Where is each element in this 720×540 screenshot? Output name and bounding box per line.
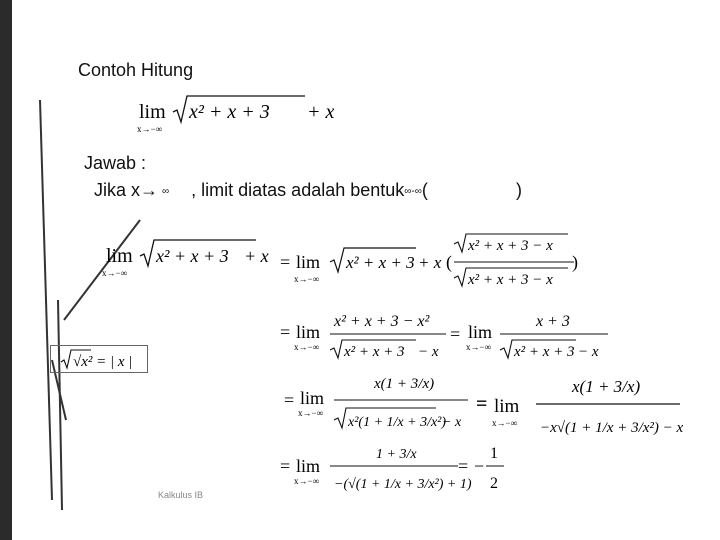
svg-text:x² + x + 3: x² + x + 3 <box>514 344 575 360</box>
svg-text:x² + x + 3 − x²: x² + x + 3 − x² <box>334 313 430 330</box>
condition-middle: , limit diatas adalah bentuk <box>191 180 405 200</box>
svg-text:x² + x + 3: x² + x + 3 <box>346 253 415 272</box>
svg-text:−: − <box>474 456 485 476</box>
svg-text:x→−∞: x→−∞ <box>102 268 127 278</box>
svg-text:x→−∞: x→−∞ <box>294 476 319 486</box>
step-4 <box>282 370 692 446</box>
sqrt-identity: √x² = | x | <box>73 354 133 370</box>
open-paren: ( <box>421 180 428 200</box>
arrow-icon: → <box>140 180 159 200</box>
footer-text: Kalkulus IB <box>158 490 204 500</box>
svg-text:− x: − x <box>442 415 462 430</box>
svg-text:lim: lim <box>296 322 321 342</box>
svg-text:x(1 + 3/x): x(1 + 3/x) <box>572 377 641 396</box>
svg-text:): ) <box>572 252 578 272</box>
svg-text:x² + x + 3 − x: x² + x + 3 − x <box>468 272 553 288</box>
svg-text:x² + x + 3: x² + x + 3 <box>344 344 405 360</box>
svg-text:x²(1 + 1/x + 3/x²): x²(1 + 1/x + 3/x²) <box>348 415 447 430</box>
svg-text:− x: − x <box>578 344 599 360</box>
svg-text:x + 3: x + 3 <box>536 313 570 330</box>
infinity-symbol: ∞ <box>162 185 170 197</box>
svg-text:lim: lim <box>300 388 325 408</box>
svg-text:−(√(1 + 1/x + 3/x²) + 1): −(√(1 + 1/x + 3/x²) + 1) <box>334 477 472 492</box>
svg-text:=: = <box>280 456 291 476</box>
svg-text:lim: lim <box>106 245 133 267</box>
svg-text:=: = <box>280 252 291 272</box>
step-2 <box>278 304 618 364</box>
svg-text:=: = <box>458 456 469 476</box>
slide-title: Contoh Hitung <box>78 60 194 80</box>
step-5 <box>278 444 528 500</box>
svg-text:(: ( <box>446 252 452 272</box>
condition-line <box>94 180 522 201</box>
svg-text:=: = <box>450 324 461 344</box>
svg-text:1: 1 <box>490 445 498 462</box>
lim-label: lim <box>139 101 166 123</box>
svg-text:x→−∞: x→−∞ <box>298 408 323 418</box>
svg-text:x→−∞: x→−∞ <box>294 274 319 284</box>
problem-expression <box>135 92 335 137</box>
svg-text:=: = <box>280 322 291 342</box>
condition-prefix: Jika x <box>94 180 141 200</box>
problem-plus-x: + x <box>307 101 335 123</box>
svg-text:lim: lim <box>296 252 321 272</box>
svg-text:+ x: + x <box>418 253 442 272</box>
svg-text:−x√(1 + 1/x + 3/x²) − x: −x√(1 + 1/x + 3/x²) − x <box>540 420 684 436</box>
svg-text:+ x: + x <box>244 246 269 266</box>
svg-text:x→−∞: x→−∞ <box>294 342 319 352</box>
svg-text:x² + x + 3: x² + x + 3 <box>156 246 229 266</box>
svg-text:1 + 3/x: 1 + 3/x <box>376 447 417 462</box>
svg-text:2: 2 <box>490 475 498 492</box>
sqrt-identity-box <box>50 345 148 373</box>
svg-text:=: = <box>476 393 488 415</box>
indeterminate-form: ∞-∞ <box>404 185 422 197</box>
svg-text:lim: lim <box>296 456 321 476</box>
answer-label: Jawab : <box>84 153 147 173</box>
svg-text:x² + x + 3 − x: x² + x + 3 − x <box>468 238 553 254</box>
svg-text:lim: lim <box>494 396 520 417</box>
svg-text:=: = <box>284 390 295 410</box>
svg-text:x→−∞: x→−∞ <box>492 418 517 428</box>
problem-radicand: x² + x + 3 <box>189 101 270 123</box>
svg-text:x(1 + 3/x): x(1 + 3/x) <box>374 376 435 392</box>
svg-text:lim: lim <box>468 322 493 342</box>
close-paren: ) <box>516 180 522 200</box>
step-1 <box>100 232 700 302</box>
limit-subscript: x→−∞ <box>137 124 162 134</box>
svg-text:− x: − x <box>418 344 439 360</box>
svg-text:x→−∞: x→−∞ <box>466 342 491 352</box>
